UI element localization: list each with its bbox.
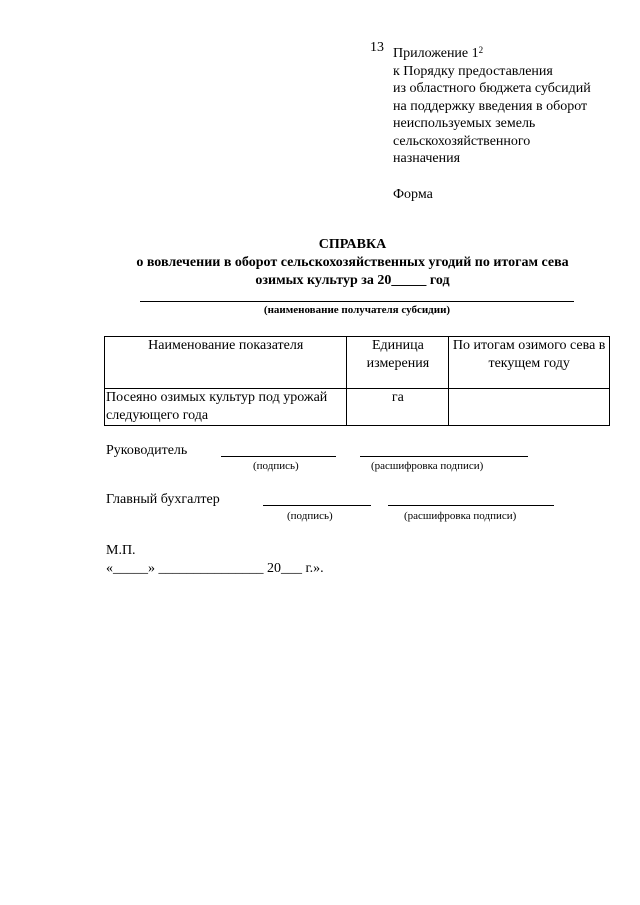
date-line: «_____» _______________ 20___ г.».	[106, 561, 324, 576]
accountant-label: Главный бухгалтер	[106, 492, 220, 507]
recipient-caption: (наименование получателя субсидии)	[263, 304, 451, 316]
accountant-decode-line	[388, 504, 554, 506]
accountant-decode-caption: (расшифровка подписи)	[404, 510, 517, 522]
appendix-line: неиспользуемых земель	[393, 116, 536, 131]
head-signature-line	[221, 455, 336, 457]
table-header-cell: По итогам озимого сева в текущем году	[449, 337, 610, 389]
document-subtitle-line1: о вовлечении в оборот сельскохозяйственных угодий по итогам сева	[136, 255, 569, 270]
accountant-signature-line	[263, 504, 371, 506]
recipient-name-line	[140, 300, 574, 302]
table-cell: га	[347, 389, 449, 426]
stamp-block	[106, 542, 324, 578]
report-table	[104, 336, 610, 426]
document-title: СПРАВКА	[318, 237, 387, 252]
document-subtitle-line2: озимых культур за 20_____ год	[255, 273, 450, 288]
accountant-sign-caption: (подпись)	[287, 510, 333, 522]
appendix-line: сельскохозяйственного	[393, 133, 531, 149]
appendix-line: к Порядку предоставления	[393, 63, 553, 79]
form-label: Форма	[393, 186, 433, 202]
appendix-line: назначения	[393, 151, 461, 166]
head-decode-line	[360, 455, 528, 457]
table-header-row	[105, 337, 610, 389]
appendix-block	[393, 45, 591, 203]
appendix-line: на поддержку введения в оборот	[393, 98, 588, 114]
appendix-line: из областного бюджета субсидий	[393, 81, 591, 96]
table-cell: Посеяно озимых культур под урожай следующего года	[105, 389, 347, 426]
stamp-label: М.П.	[106, 543, 136, 558]
appendix-superscript: 2	[478, 45, 484, 55]
table-header-cell: Единица измерения	[347, 337, 449, 389]
head-sign-caption: (подпись)	[253, 460, 299, 472]
head-label: Руководитель	[106, 443, 188, 458]
head-decode-caption: (расшифровка подписи)	[371, 460, 484, 472]
appendix-title: Приложение $1^2$	[393, 45, 484, 61]
table-header-cell: Наименование показателя	[105, 337, 347, 389]
page-number: 13	[370, 40, 384, 55]
table-cell	[449, 389, 610, 426]
document-heading	[0, 236, 640, 290]
table-row	[105, 389, 610, 426]
